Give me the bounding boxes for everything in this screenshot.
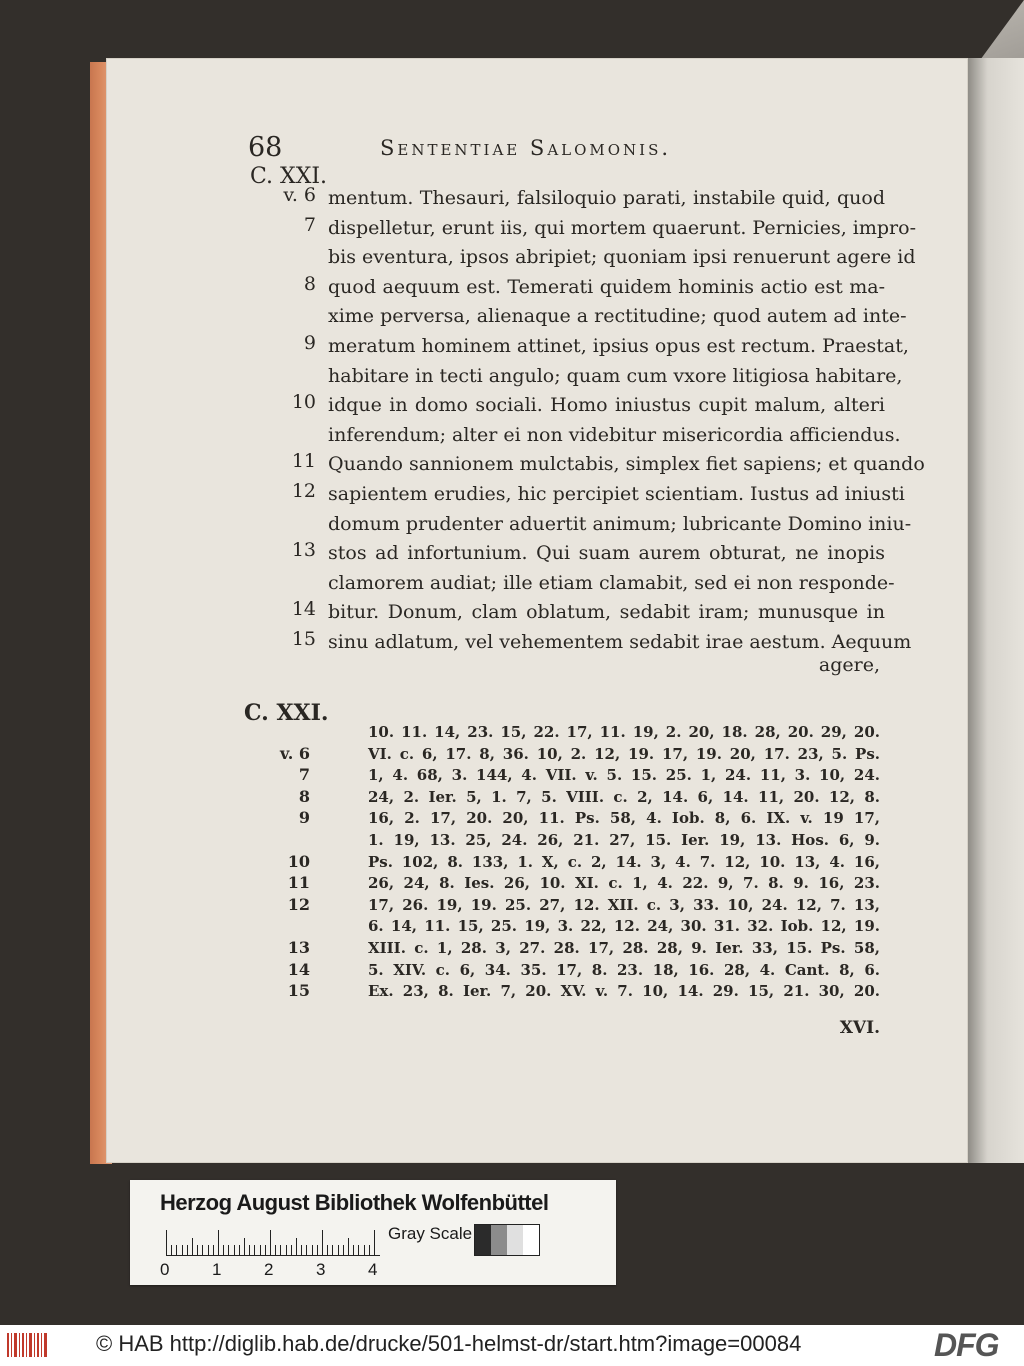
- verse-number: 10: [291, 391, 316, 414]
- next-page-edge: [968, 58, 1024, 1163]
- ruler-tick: [187, 1245, 188, 1256]
- ruler-tick: [228, 1245, 229, 1256]
- text-line: habitare in tecti angulo; quam cum vxore litigiosa habitare,: [328, 364, 903, 387]
- ruler-tick: [275, 1245, 276, 1256]
- note-line: 26, 24, 8. Ies. 26, 10. XI. c. 1, 4. 22. 9, 7. 8. 9. 16, 23.: [368, 874, 880, 893]
- ruler-tick: [291, 1245, 292, 1256]
- footer-bar: [0, 1325, 1024, 1366]
- note-verse-number: v. 6: [280, 743, 310, 763]
- page-number: 68: [248, 132, 283, 163]
- ruler-tick: [171, 1245, 172, 1256]
- ruler-number: 0: [160, 1260, 170, 1279]
- ruler-tick: [327, 1245, 328, 1256]
- gray-swatch: [491, 1225, 507, 1255]
- ruler-tick: [176, 1245, 177, 1256]
- note-verse-number: 9: [298, 808, 310, 828]
- note-verse-number: 11: [287, 873, 310, 893]
- verse-number: 13: [291, 539, 316, 562]
- ruler-number: 2: [264, 1260, 274, 1279]
- text-line: meratum hominem attinet, ipsius opus est rectum. Praestat,: [328, 335, 909, 357]
- text-line: quod aequum est. Temerati quidem hominis actio est ma-: [328, 275, 885, 298]
- text-line: Quando sannionem mulctabis, simplex fiet sapiens; et quando: [328, 453, 925, 476]
- dfg-logo: DFG: [934, 1327, 999, 1363]
- note-line: 16, 2. 17, 20. 20, 11. Ps. 58, 4. Iob. 8, 6. IX. v. 19 17,: [368, 809, 880, 828]
- ruler-tick: [343, 1245, 344, 1256]
- verse-number: 14: [291, 598, 316, 621]
- barcode-icon: [6, 1331, 48, 1359]
- note-line: Ps. 102, 8. 133, 1. X, c. 2, 14. 3, 4. 7. 12, 10. 13, 4. 16,: [368, 852, 880, 871]
- ruler-tick: [182, 1245, 183, 1256]
- text-line: stos ad infortunium. Qui suam aurem obturat, ne inopis: [328, 542, 885, 565]
- text-line: xime perversa, alienaque a rectitudine; quod autem ad inte-: [328, 305, 907, 328]
- note-line: 6. 14, 11. 15, 25. 19, 3. 22, 12. 24, 30. 31. 32. Iob. 12, 19.: [368, 917, 880, 936]
- ruler-tick: [317, 1245, 318, 1256]
- text-line: domum prudenter aduertit animum; lubricante Domino iniu-: [328, 512, 912, 535]
- text-line: inferendum; alter ei non videbitur misericordia afficiendus.: [328, 423, 901, 446]
- verse-number: 7: [303, 213, 316, 236]
- ruler-tick: [369, 1245, 370, 1256]
- note-line: Ex. 23, 8. Ier. 7, 20. XV. v. 7. 10, 14. 29. 15, 21. 30, 20.: [368, 982, 880, 1001]
- note-verse-number: 10: [287, 851, 310, 871]
- ruler-tick: [244, 1238, 245, 1256]
- ruler-tick: [234, 1245, 235, 1256]
- ruler-tick: [364, 1245, 365, 1256]
- ruler-tick: [202, 1245, 203, 1256]
- ruler-tick: [239, 1245, 240, 1256]
- note-line: 24, 2. Ier. 5, 1. 7, 5. VIII. c. 2, 14. 6, 14. 11, 20. 12, 8.: [368, 787, 880, 806]
- ruler-tick: [265, 1245, 266, 1256]
- ruler-tick: [301, 1245, 302, 1256]
- ruler-number: 1: [212, 1260, 222, 1279]
- text-line: sapientem erudies, hic percipiet scientiam. Iustus ad iniusti: [328, 483, 905, 505]
- gray-swatch: [475, 1225, 491, 1255]
- ruler-tick: [218, 1230, 219, 1256]
- page-header: [248, 132, 898, 164]
- gray-scale-label: Gray Scale: [388, 1224, 473, 1243]
- ruler-number: 4: [368, 1260, 378, 1279]
- verse-number: v. 6: [283, 184, 316, 206]
- note-verse-number: 8: [298, 786, 310, 806]
- ruler-tick: [286, 1245, 287, 1256]
- ruler-tick: [208, 1245, 209, 1256]
- notes-catchword: XVI.: [839, 1018, 880, 1038]
- ruler-tick: [197, 1245, 198, 1256]
- gray-swatch: [523, 1225, 539, 1255]
- note-line: 1, 4. 68, 3. 144, 4. VII. v. 5. 15. 25. 1, 24. 11, 3. 10, 24.: [368, 766, 880, 785]
- note-verse-number: 13: [287, 938, 310, 957]
- ruler-tick: [223, 1245, 224, 1256]
- running-title: Sententiae Salomonis.: [380, 136, 672, 160]
- text-line: bis eventura, ipsos abripiet; quoniam ipsi renuerunt agere id: [328, 246, 916, 269]
- verse-number: 11: [291, 450, 316, 473]
- ruler-tick: [348, 1238, 349, 1256]
- catchword: agere,: [818, 654, 880, 676]
- ruler-tick: [249, 1245, 250, 1256]
- text-line: mentum. Thesauri, falsiloquio parati, instabile quid, quod: [328, 187, 885, 209]
- ruler-tick: [270, 1230, 271, 1256]
- ruler-tick: [280, 1245, 281, 1256]
- note-line: 1. 19, 13. 25, 24. 26, 21. 27, 15. Ier. 19, 13. Hos. 6, 9.: [368, 831, 880, 849]
- chapter-label: C. XXI.: [250, 164, 328, 189]
- text-line: idque in domo sociali. Homo iniustus cupit malum, alteri: [328, 394, 885, 417]
- text-line: dispelletur, erunt iis, qui mortem quaerunt. Pernicies, impro-: [328, 216, 916, 239]
- ruler-tick: [353, 1245, 354, 1256]
- note-line: XIII. c. 1, 28. 3, 27. 28. 17, 28. 28, 9. Ier. 33, 15. Ps. 58,: [368, 939, 880, 957]
- gray-scale-swatches: [474, 1224, 540, 1256]
- text-line: sinu adlatum, vel vehementem sedabit irae aestum. Aequum: [328, 631, 912, 653]
- ruler-tick: [296, 1238, 297, 1256]
- verse-number: 8: [303, 272, 316, 295]
- ruler-number: 3: [316, 1260, 326, 1279]
- ruler-tick: [254, 1245, 255, 1256]
- note-line: VI. c. 6, 17. 8, 36. 10, 2. 12, 19. 17, 19. 20, 17. 23, 5. Ps.: [368, 744, 880, 763]
- note-verse-number: 15: [287, 981, 310, 1001]
- note-verse-number: 14: [287, 959, 310, 979]
- ruler-tick: [358, 1245, 359, 1256]
- text-line: bitur. Donum, clam oblatum, sedabit iram; munusque in: [328, 601, 885, 624]
- ruler-tick: [322, 1230, 323, 1256]
- ruler-tick: [213, 1245, 214, 1256]
- copyright-link[interactable]: © HAB http://diglib.hab.de/drucke/501-helmst-dr/start.htm?image=00084: [96, 1331, 802, 1356]
- notes-chapter-label: C. XXI.: [244, 700, 329, 726]
- text-line: clamorem audiat; ille etiam clamabit, sed ei non responde-: [328, 571, 895, 594]
- ruler-tick: [306, 1245, 307, 1256]
- ruler-tick: [332, 1245, 333, 1256]
- ruler-tick: [312, 1245, 313, 1256]
- gray-swatch: [507, 1225, 523, 1255]
- ruler-tick: [338, 1245, 339, 1256]
- ruler-tick: [374, 1230, 375, 1256]
- ruler-tick: [260, 1245, 261, 1256]
- scale-card: [130, 1180, 616, 1285]
- verse-number: 9: [303, 332, 316, 354]
- verse-number: 15: [291, 628, 316, 650]
- note-line: 10. 11. 14, 23. 15, 22. 17, 11. 19, 2. 20, 18. 28, 20. 29, 20.: [368, 723, 880, 741]
- note-verse-number: 12: [287, 894, 310, 914]
- library-name: Herzog August Bibliothek Wolfenbüttel: [160, 1190, 549, 1215]
- note-verse-number: 7: [298, 765, 310, 785]
- ruler: [166, 1228, 380, 1256]
- note-line: 17, 26. 19, 19. 25. 27, 12. XII. c. 3, 33. 10, 24. 12, 7. 13,: [368, 895, 880, 914]
- ruler-tick: [166, 1230, 167, 1256]
- note-line: 5. XIV. c. 6, 34. 35. 17, 8. 23. 18, 16. 28, 4. Cant. 8, 6.: [368, 960, 880, 979]
- verse-number: 12: [291, 480, 316, 502]
- ruler-tick: [192, 1238, 193, 1256]
